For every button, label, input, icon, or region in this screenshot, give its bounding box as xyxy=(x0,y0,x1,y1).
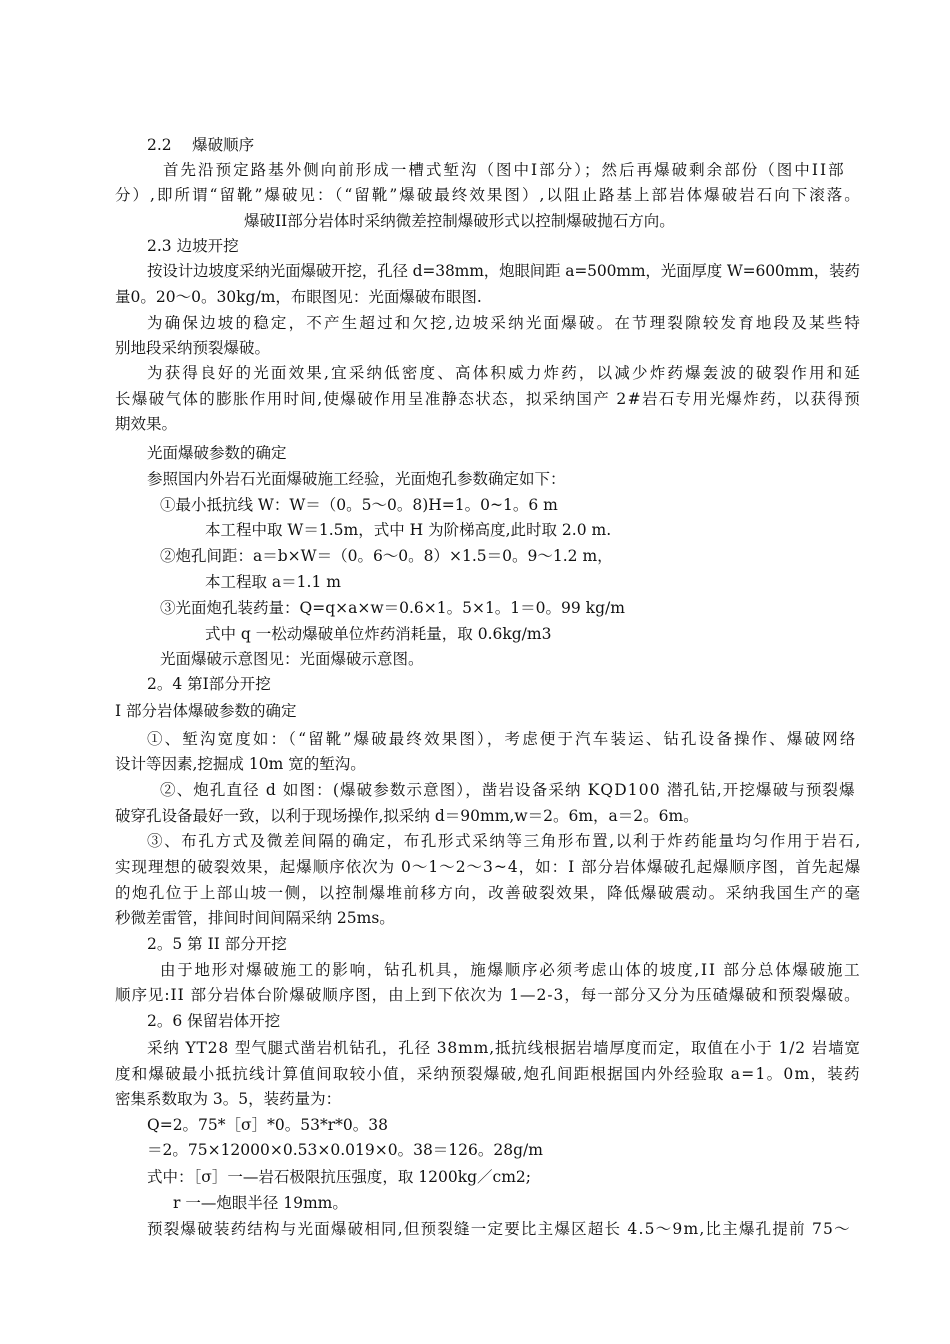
text-line: 别地段采纳预裂爆破。 xyxy=(115,339,271,357)
text-line: ＝2。75×12000×0.53×0.019×0。38＝126。28g/m xyxy=(147,1141,543,1159)
text-line: I 部分岩体爆破参数的确定 xyxy=(115,702,297,720)
text-line: 2.3 边坡开挖 xyxy=(147,237,239,255)
text-line: ①最小抵抗线 W：W＝（0。5～0。8)H=1。0~1。6 m xyxy=(160,496,558,514)
text-line: 式中 q 一松动爆破单位炸药消耗量，取 0.6kg/m3 xyxy=(205,625,552,643)
text-line: 2.2 爆破顺序 xyxy=(147,136,255,154)
text-line: 本工程取 a＝1.1 m xyxy=(205,573,341,591)
text-line: ③、布孔方式及微差间隔的确定，布孔形式采纳等三角形布置,以利于炸药能量均匀作用于岩石, xyxy=(147,832,862,850)
text-line: 按设计边坡度采纳光面爆破开挖，孔径 d=38mm，炮眼间距 a=500mm，光面厚度 W=600mm，装药 xyxy=(147,262,860,280)
text-line: 设计等因素,挖掘成 10m 宽的堑沟。 xyxy=(115,755,366,773)
text-line: 爆破II部分岩体时采纳微差控制爆破形式以控制爆破抛石方向。 xyxy=(244,212,675,230)
text-line: 预裂爆破装药结构与光面爆破相同,但预裂缝一定要比主爆区超长 4.5～9m,比主爆孔提前 75～ xyxy=(147,1220,851,1238)
text-line: 式中：［σ］一—岩石极限抗压强度，取 1200kg／cm2; xyxy=(147,1168,531,1186)
text-line: 本工程中取 W＝1.5m，式中 H 为阶梯高度,此时取 2.0 m. xyxy=(205,521,612,539)
text-line: ①、堑沟宽度如：（“留靴”爆破最终效果图），考虑便于汽车装运、钻孔设备操作、爆破网络 xyxy=(147,730,858,748)
text-line: 秒微差雷管，排间时间间隔采纳 25ms。 xyxy=(115,909,395,927)
text-line: ③光面炮孔装药量：Q=q×a×w＝0.6×1。5×1。1＝0。99 kg/m xyxy=(160,599,625,617)
text-line: 破穿孔设备最好一致，以利于现场操作,拟采纳 d＝90mm,w＝2。6m，a＝2。6m。 xyxy=(115,807,699,825)
text-line: 为获得良好的光面效果,宜采纳低密度、高体积威力炸药，以减少炸药爆轰波的破裂作用和延 xyxy=(147,364,863,382)
text-line: 2。6 保留岩体开挖 xyxy=(147,1012,281,1030)
text-line: ②、炮孔直径 d 如图：(爆破参数示意图），凿岩设备采纳 KQD100 潜孔钻,开挖爆破与预裂爆 xyxy=(160,781,856,799)
text-line: 分）,即所谓“留靴”爆破见：（“留靴”爆破最终效果图）,以阻止路基上部岩体爆破岩石向下滚落。 xyxy=(115,186,862,204)
text-line: 实现理想的破裂效果，起爆顺序依次为 0～1～2～3~4，如：I 部分岩体爆破孔起爆顺序图，首先起爆 xyxy=(115,858,862,876)
text-line: 首先沿预定路基外侧向前形成一槽式堑沟（图中Ⅰ部分）；然后再爆破剩余部份（图中II部 xyxy=(163,161,846,179)
text-line: 光面爆破示意图见：光面爆破示意图。 xyxy=(160,650,424,668)
text-line: 的炮孔位于上部山坡一侧，以控制爆堆前移方向，改善破裂效果，降低爆破震动。采纳我国生产的毫 xyxy=(115,884,862,902)
text-line: 采纳 YT28 型气腿式凿岩机钻孔，孔径 38mm,抵抗线根据岩墙厚度而定，取值在小于 1/2 岩墙宽 xyxy=(147,1039,861,1057)
text-line: 期效果。 xyxy=(115,415,178,433)
text-line: 参照国内外岩石光面爆破施工经验，光面炮孔参数确定如下： xyxy=(147,470,566,488)
text-line: 长爆破气体的膨胀作用时间,使爆破作用呈准静态状态，拟采纳国产 2#岩石专用光爆炸药，以获得预 xyxy=(115,390,862,408)
text-line: 2。5 第 II 部分开挖 xyxy=(147,935,287,953)
text-line: ②炮孔间距：a＝b×W＝（0。6～0。8）×1.5＝0。9～1.2 m， xyxy=(160,547,613,565)
text-line: 度和爆破最小抵抗线计算值间取较小值，采纳预裂爆破,炮孔间距根据国内外经验取 a=1。0m，装药 xyxy=(115,1065,861,1083)
text-line: 为确保边坡的稳定，不产生超过和欠挖,边坡采纳光面爆破。在节理裂隙较发育地段及某些特 xyxy=(147,314,863,332)
text-line: 量0。20～0。30kg/m，布眼图见：光面爆破布眼图. xyxy=(115,288,482,306)
text-line: 由于地形对爆破施工的影响，钻孔机具，施爆顺序必须考虑山体的坡度,II 部分总体爆破施工 xyxy=(160,961,862,979)
text-line: 光面爆破参数的确定 xyxy=(147,444,287,462)
text-line: 顺序见:II 部分岩体台阶爆破顺序图，由上到下依次为 1—2-3，每一部分又分为压碴爆破和预裂爆破。 xyxy=(115,986,861,1004)
text-line: r 一—炮眼半径 19mm。 xyxy=(173,1194,348,1212)
text-line: 密集系数取为 3。5，装药量为： xyxy=(115,1090,342,1108)
text-line: Q=2。75*［σ］*0。53*r*0。38 xyxy=(147,1116,388,1134)
text-line: 2。4 第Ⅰ部分开挖 xyxy=(147,675,271,693)
